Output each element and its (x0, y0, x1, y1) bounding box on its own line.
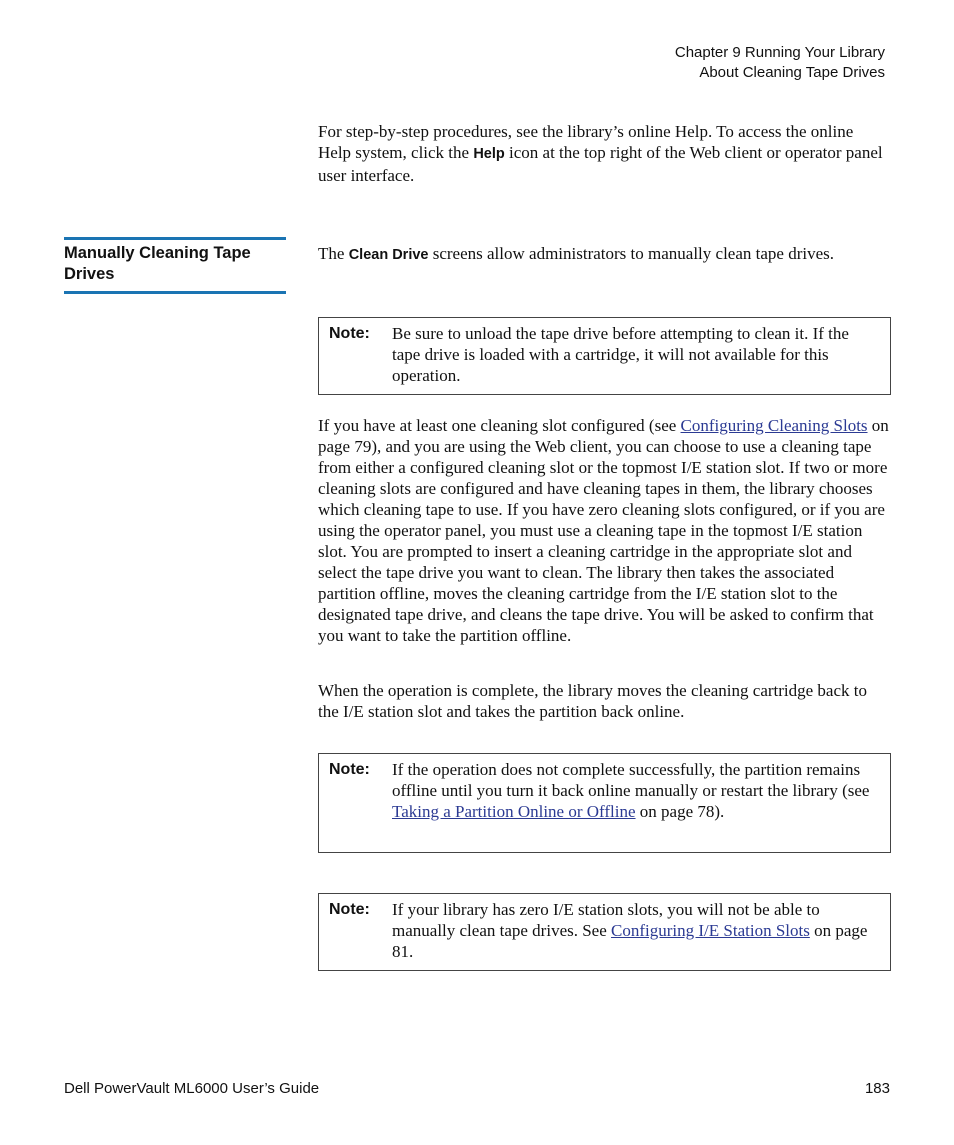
note-label: Note: (329, 901, 370, 918)
clean-intro-text-2: screens allow administrators to manually clean tape drives. (428, 244, 834, 263)
clean-drive-intro (318, 243, 890, 266)
link-configuring-cleaning-slots[interactable]: Configuring Cleaning Slots (680, 416, 868, 435)
section-title: About Cleaning Tape Drives (699, 64, 885, 81)
cleaning-slot-paragraph (318, 415, 890, 646)
note3-text-2: on page 81. (392, 921, 868, 961)
para-text-1: If you have at least one cleaning slot configured (see (318, 416, 681, 435)
clean-intro-text-1: The (318, 244, 349, 263)
note-text (392, 899, 880, 962)
para-text-2: on page 79), and you are using the Web client, you can choose to use a cleaning tape from either a configured cleaning slot or the topmost I/E station slot. If two or more cleaning slots are configured and have cleaning tapes in them, the library chooses which cleaning tape to use. If you have zero cleaning slots configured, or if you are using the operator panel, you must use a cleaning tape in the topmost I/E station slot. You are prompted to insert a cleaning cartridge in the appropriate slot and select the tape drive you want to clean. The library then takes the associated partition offline, moves the cleaning cartridge from the I/E station slot to the designated tape drive, and cleans the tape drive. You will be asked to confirm that you want to take the partition offline. (318, 416, 889, 645)
note3-text-1: If your library has zero I/E station slots, you will not be able to manually clean tape drives. See (392, 900, 820, 940)
note-text: Be sure to unload the tape drive before attempting to clean it. If the tape drive is loaded with a cartridge, it will not available for this operation. (392, 324, 849, 385)
chapter-title: Chapter 9 Running Your Library (674, 44, 885, 61)
running-header (675, 43, 885, 83)
footer-guide-title: Dell PowerVault ML6000 User’s Guide (64, 1080, 320, 1097)
operation-complete-paragraph: When the operation is complete, the library moves the cleaning cartridge back to the I/E station slot and takes the partition back online. (318, 681, 867, 721)
note2-text-2: on page 78). (635, 802, 725, 821)
note-operation-failure (318, 753, 891, 853)
intro-paragraph (318, 121, 890, 186)
note-text (392, 759, 880, 844)
section-heading: Manually Cleaning Tape Drives (64, 237, 286, 294)
note2-text-1: If the operation does not complete successfully, the partition remains offline until you turn it back online manually or restart the library (see (392, 760, 870, 800)
help-term: Help (473, 146, 505, 162)
intro-text-1: For step-by-step procedures, see the library’s online Help. To access the online Help system, click the (318, 122, 854, 162)
note-label: Note: (329, 761, 370, 778)
link-taking-partition-online-offline[interactable]: Taking a Partition Online or Offline (392, 802, 636, 821)
link-configuring-ie-station-slots[interactable]: Configuring I/E Station Slots (611, 921, 810, 940)
clean-drive-term: Clean Drive (348, 247, 429, 263)
note-zero-ie-slots (318, 893, 891, 971)
footer-page-number: 183 (864, 1080, 890, 1097)
intro-text-2: icon at the top right of the Web client or operator panel user interface. (318, 143, 883, 185)
note-unload-drive (318, 317, 891, 395)
note-label: Note: (329, 325, 370, 342)
